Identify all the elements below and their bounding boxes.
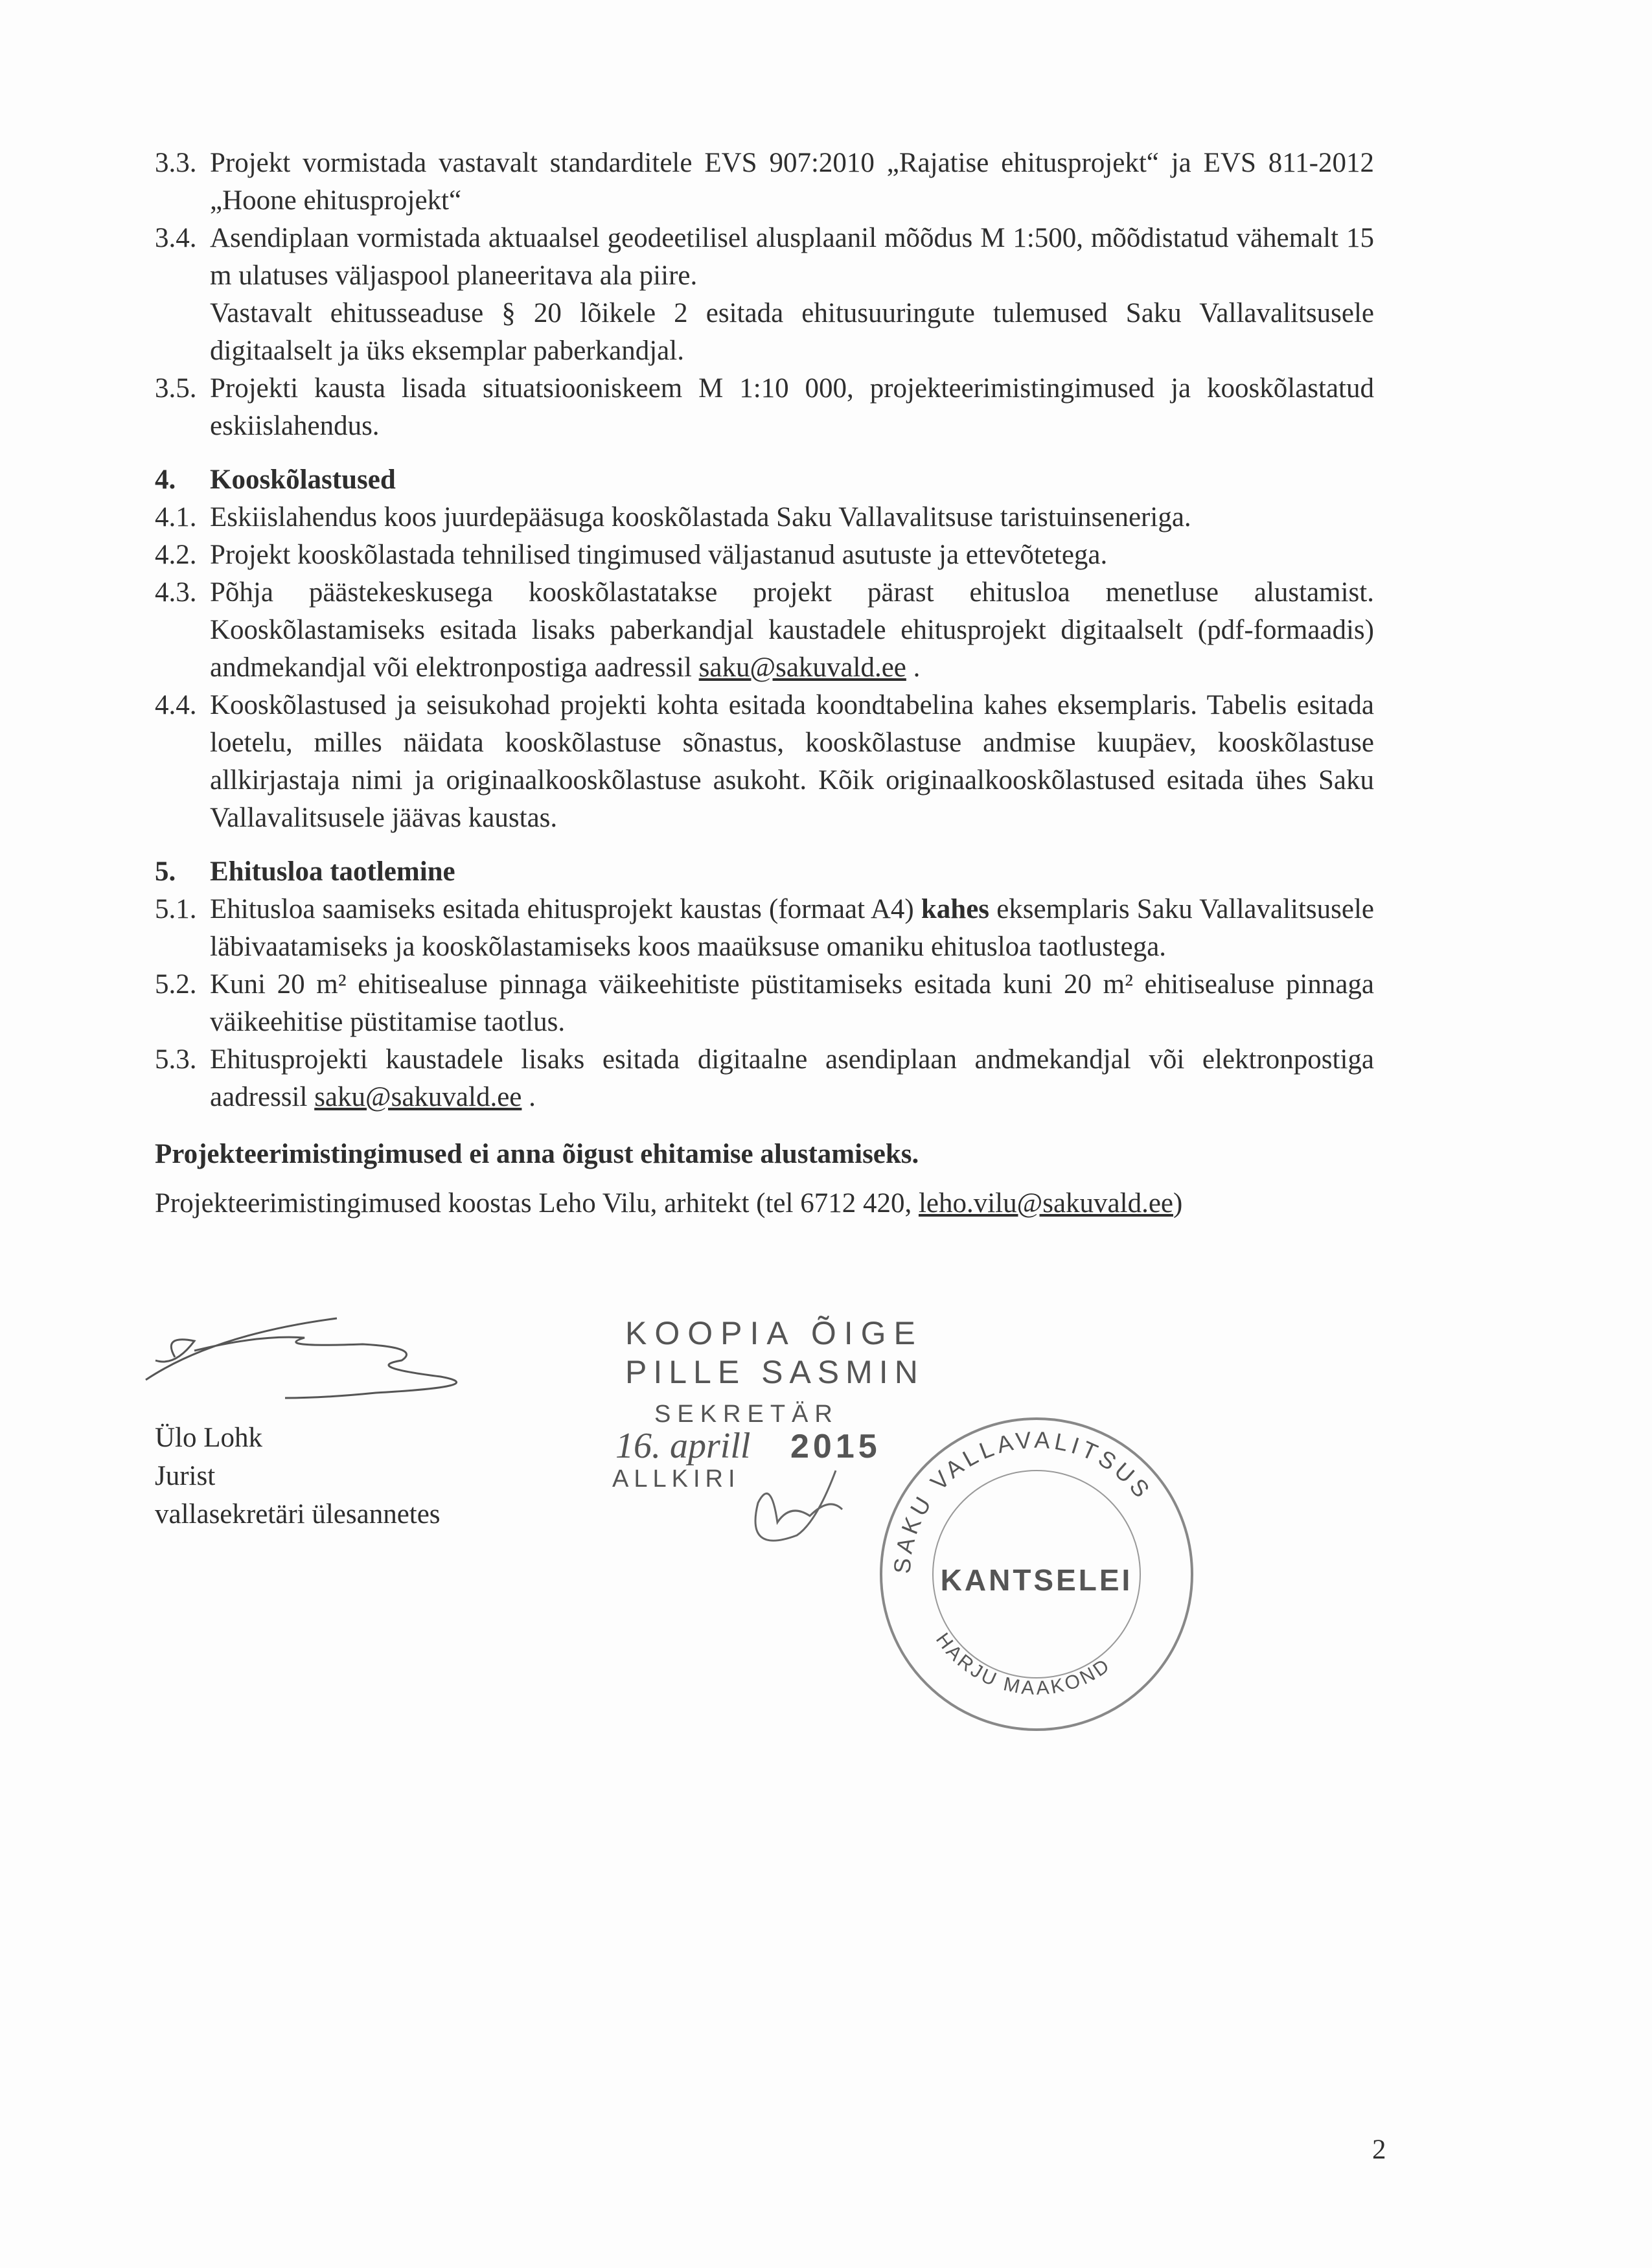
item-number: 3.4. [155,223,197,253]
item-text: Vastavalt ehitusseaduse § 20 lõikele 2 esitada ehitusuuringute tulemused Saku Vallavalitsusele digitaalselt ja üks eksemplar paberkandjal. [210,298,1374,366]
item-text: Põhja päästekeskusega kooskõlastatakse projekt pärast ehitusloa menetluse alustamist. Kooskõlastamiseks esitada lisaks paberkandjal kaustadele ehitusprojekt digitaalselt (pdf-formaadis) andmekandjal või elektronpostiga aadressil [210,577,1374,683]
item-number: 5.3. [155,1044,197,1075]
item-text: Ehitusloa saamiseks esitada ehitusprojekt kaustas (formaat A4) [210,894,921,924]
item-emphasis: kahes [921,894,990,924]
signatory-role: vallasekretäri ülesannetes [155,1499,441,1529]
item-text-end: . [522,1082,536,1112]
notice: Projekteerimistingimused ei anna õigust ehitamise alustamiseks. [155,1139,919,1169]
stamp-line2: PILLE SASMIN [625,1354,924,1390]
email-link[interactable]: saku@sakuvald.ee [314,1082,522,1112]
stamp-line3: SEKRETÄR [654,1401,839,1428]
item-text: Asendiplaan vormistada aktuaalsel geodeetilisel alusplaanil mõõdus M 1:500, mõõdistatud vähemalt 15 m ulatuses väljaspool planeeritava ala piire. [210,223,1374,291]
stamp-bottom-text: HARJU MAAKOND [931,1629,1116,1699]
item-text: Kuni 20 m² ehitisealuse pinnaga väikeehitiste püstitamiseks esitada kuni 20 m² ehitisealuse pinnaga väikeehitise püstitamise taotlus. [210,969,1374,1037]
item-text: Projekti kausta lisada situatsiooniskeem M 1:10 000, projekteerimistingimused ja kooskõlastatud eskiislahendus. [210,373,1374,441]
section-number: 4. [155,464,176,495]
page-number: 2 [1372,2135,1386,2165]
item-number: 5.2. [155,969,197,1000]
email-link[interactable]: saku@sakuvald.ee [698,652,906,683]
item-number: 5.1. [155,894,197,924]
author-text: Projekteerimistingimused koostas Leho Vilu, arhitekt (tel 6712 420, [155,1188,919,1219]
item-text: Projekt kooskõlastada tehnilised tingimused väljastanud asutuste ja ettevõtetega. [210,540,1108,570]
item-number: 4.1. [155,502,197,533]
item-text: Ehitusprojekti kaustadele lisaks esitada digitaalne asendiplaan andmekandjal või elektronpostiga aadressil [210,1044,1374,1112]
signatory-title: Jurist [155,1461,216,1491]
copy-stamp [612,1315,924,1541]
stamp-top-text: SAKU VALLAVALITSUS [888,1426,1158,1575]
item-text-end: . [906,652,921,683]
svg-text:SAKU VALLAVALITSUS [889,1426,1158,1575]
stamp-line5: ALLKIRI [612,1465,740,1493]
secretary-signature [755,1471,842,1541]
section-number: 5. [155,856,176,887]
svg-text:HARJU MAAKOND [932,1629,1115,1699]
item-number: 4.3. [155,577,197,608]
item-text: Eskiislahendus koos juurdepääsuga kooskõlastada Saku Vallavalitsuse taristuinseneriga. [210,502,1191,533]
author-text-end: ) [1173,1188,1183,1219]
signature-lohk [146,1318,457,1398]
item-number: 3.5. [155,373,197,404]
section-title: Kooskõlastused [210,464,396,495]
stamp-center-text: KANTSELEI [940,1563,1133,1597]
item-text-end: eksemplaris Saku Vallavalitsusele läbivaatamiseks ja kooskõlastamiseks koos maaüksuse omaniku ehitusloa taotlustega. [210,894,1374,962]
stamp-line1: KOOPIA ÕIGE [625,1315,923,1351]
handwritten-date: 16. aprill [615,1426,751,1466]
author-email-link[interactable]: leho.vilu@sakuvald.ee [918,1188,1173,1219]
item-text: Kooskõlastused ja seisukohad projekti kohta esitada koondtabelina kahes eksemplaris. Tabelis esitada loetelu, milles näidata kooskõlastuse sõnastus, kooskõlastuse andmise kuupäev, kooskõlastuse allkirjastaja nimi ja originaalkooskõlastuse asukoht. Kõik originaalkooskõlastused esitada ühes Saku Vallavalitsusele jäävas kaustas. [210,690,1374,833]
signatory-name: Ülo Lohk [155,1423,263,1453]
item-text: Projekt vormistada vastavalt standarditele EVS 907:2010 „Rajatise ehitusprojekt“ ja EVS 811-2012 „Hoone ehitusprojekt“ [210,148,1374,216]
signatory-block [155,1419,441,1533]
stamp-year: 2015 [790,1428,881,1465]
section-title: Ehitusloa taotlemine [210,856,455,887]
round-stamp [881,1419,1192,1730]
item-number: 4.4. [155,690,197,720]
item-number: 4.2. [155,540,197,570]
item-number: 3.3. [155,148,197,178]
